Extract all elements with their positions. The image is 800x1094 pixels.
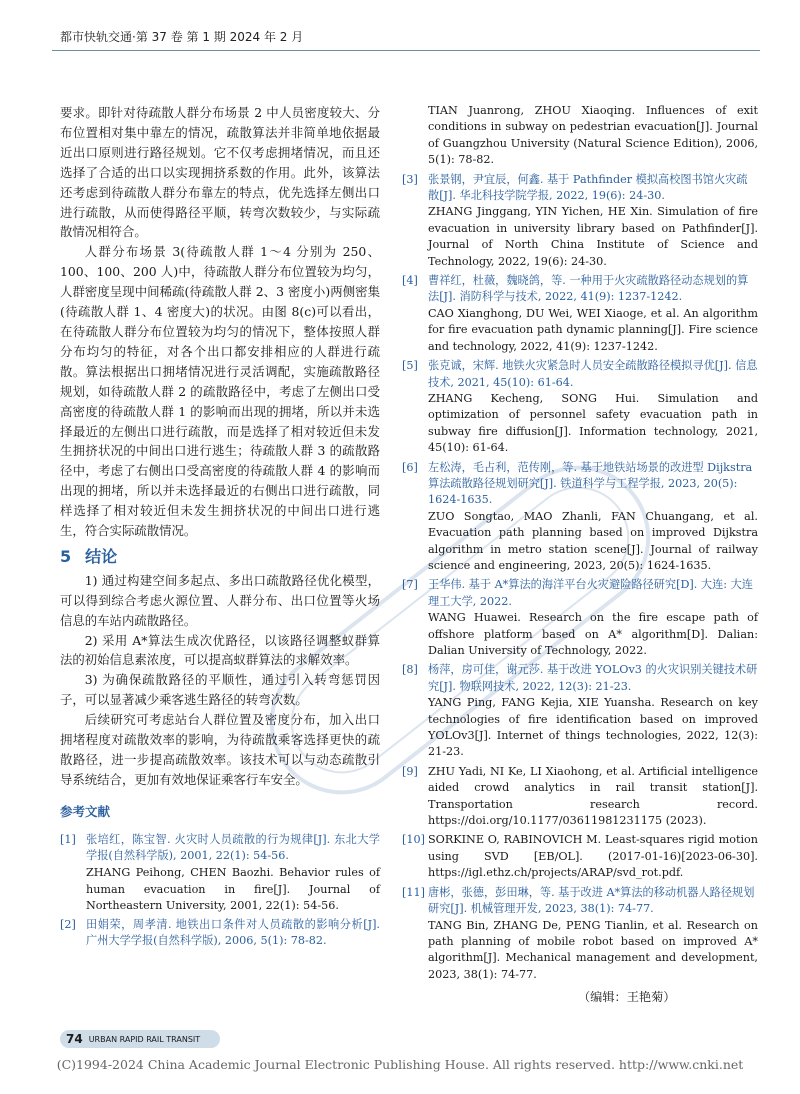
reference-en: TIAN Juanrong, ZHOU Xiaoqing. Influences of exit conditions in subway on pedestrian evacuation[J]. Journal of Guangzhou University (Natural Science Edition), 2006, 5(1): 78-82. [428,104,758,167]
body-paragraph: 人群分布场景 3(待疏散人群 1～4 分别为 250、100、100、200 人)中，待疏散人群分布位置较为均匀，人群密度呈现中间稀疏(待疏散人群 2、3 密度小)两侧密集(待疏散人群 1、4 密度大)的状况。由图 8(c)可以看出，在待疏散人群分布位置较为均匀的情况下，整体按照人群分布均匀的特征，对各个出口都安排相应的人群进行疏散。算法根据出口拥堵情况进行灵活调配，实施疏散路径规划，如待疏散人群 2 的疏散路径中，考虑了左侧出口受高密度的待疏散人群 1 的影响而出现的拥堵，所以并未选择最近的左侧出口进行疏散，而是选择了相对较近但未发生拥挤状况的中间出口进行逃生；待疏散人群 3 的疏散路径中，考虑了右侧出口受高密度的待疏散人群 4 的影响而出现的拥堵，所以并未选择最近的右侧出口进行疏散，同样选择了相对较近但未发生拥挤状况的中间出口进行逃生，符合实际疏散情况。 [60,244,380,539]
reference-item [402,885,758,983]
reference-number: [3] [402,172,418,186]
references-heading: 参考文献 [60,803,111,819]
reference-number: [10] [402,833,425,847]
reference-number: [8] [402,663,418,677]
footer-badge [60,1030,220,1048]
reference-item [60,832,380,915]
reference-number: [4] [402,274,418,288]
reference-en: ZUO Songtao, MAO Zhanli, FAN Chuangang, et al. Evacuation path planning based on improved Dijkstra algorithm in metro station scene[J]. Journal of railway science and engineering, 2023, 20(5): 1624-1635. [428,509,758,572]
reference-item [402,577,758,659]
reference-number: [1] [60,832,76,846]
conclusion-item: 后续研究可考虑站台人群位置及密度分布，加入出口拥堵程度对疏散效率的影响，为待疏散乘客选择更快的疏散路径，进一步提高疏散效率。该技术可以与动态疏散引导系统结合，更加有效地保证乘客行车安全。 [60,712,380,787]
section-title: 结论 [85,546,118,566]
conclusion-item: 1) 通过构建空间多起点、多出口疏散路径优化模型，可以得到综合考虑火源位置、人群分布、出口位置等火场信息的车站内疏散路径。 [60,572,380,628]
reference-en: ZHU Yadi, NI Ke, LI Xiaohong, et al. Artificial intelligence aided crowd analytics in rail transit station[J]. Transportation research record. https://doi.org/10.1177/03611981231175 (2023). [428,764,758,828]
reference-number: [5] [402,359,418,373]
reference-en: ZHANG Kecheng, SONG Hui. Simulation and optimization of personnel safety evacuation path in subway fire diffusion[J]. Information technology, 2021, 45(10): 61-64. [428,391,758,455]
left-column [60,103,380,952]
reference-en: ZHANG Jinggang, YIN Yichen, HE Xin. Simulation of fire evacuation in university library based on Pathfinder[J]. Journal of North China Institute of Science and Technology, 2022, 19(6): 24-30. [428,205,758,268]
conclusion-item: 3) 为确保疏散路径的平顺性，通过引入转弯惩罚因子，可以显著减少乘客逃生路径的转弯次数。 [60,672,380,708]
reference-en: WANG Huawei. Research on the fire escape path of offshore platform based on A* algorithm[D]. Dalian: Dalian University of Technology, 2022. [428,611,758,657]
reference-zh: 田娟荣，周孝清. 地铁出口条件对人员疏散的影响分析[J]. 广州大学学报(自然科学版), 2006, 5(1): 78-82. [86,917,380,948]
right-column [402,103,758,986]
journal-name-en: URBAN RAPID RAIL TRANSIT [88,1034,201,1044]
section-number: 5 [60,546,72,566]
conclusion-item: 2) 采用 A*算法生成次优路径，以该路径调整蚁群算法的初始信息素浓度，可以提高蚁群算法的求解效率。 [60,632,380,668]
reference-zh: 张培红，陈宝智. 火灾时人员疏散的行为规律[J]. 东北大学学报(自然科学版), 2001, 22(1): 54-56. [86,832,380,863]
reference-zh: 杨萍，房可佳，谢元莎. 基于改进 YOLOv3 的火灾识别关键技术研究[J]. 物联网技术, 2022, 12(3): 21-23. [428,663,758,693]
reference-item [402,172,758,270]
reference-item [402,358,758,456]
reference-item [60,917,380,950]
reference-number: [2] [60,917,76,931]
body-paragraph: 要求。即针对待疏散人群分布场景 2 中人员密度较大、分布位置相对集中靠左的情况，疏散算法并非简单地依据最近出口原则进行路径规划。它不仅考虑拥堵情况，而且还选择了合适的出口以实现拥挤系数的作用。此外，该算法还考虑到待疏散人群分布靠左的特点，优先选择左侧出口进行疏散，从而使得路径平顺，转弯次数较少，与实际疏散情况相符合。 [60,105,380,240]
reference-number: [9] [402,764,418,778]
reference-zh: 左松涛，毛占利，范传刚，等. 基于地铁站场景的改进型 Dijkstra 算法疏散路径规划研究[J]. 铁道科学与工程学报, 2023, 20(5): 1624-1635. [428,460,753,507]
reference-number [402,103,428,169]
reference-en: CAO Xianghong, DU Wei, WEI Xiaoge, et al. An algorithm for fire evacuation path dynamic planning[J]. Fire science and technology, 2022, 41(9): 1237-1242. [428,306,758,353]
header-rule [52,50,760,51]
section-heading [60,547,380,567]
reference-en: YANG Ping, FANG Kejia, XIE Yuansha. Research on key technologies of fire identification based on improved YOLOv3[J]. Internet of things technologies, 2022, 12(3): 21-23. [428,696,758,759]
reference-zh: 王华伟. 基于 A*算法的海洋平台火灾避险路径研究[D]. 大连: 大连理工大学, 2022. [428,578,753,608]
reference-item [402,460,758,575]
reference-zh: 张景钢，尹宜辰，何鑫. 基于 Pathfinder 模拟高校图书馆火灾疏散[J]. 华北科技学院学报, 2022, 19(6): 24-30. [428,172,748,203]
reference-zh: 张克诚，宋辉. 地铁火灾紧急时人员安全疏散路径模拟寻优[J]. 信息技术, 2021, 45(10): 61-64. [428,359,758,389]
copyright-line: (C)1994-2024 China Academic Journal Electronic Publishing House. All rights reserved. http://www.cnki.net [56,1057,744,1072]
reference-number: [6] [402,460,418,474]
editor-note: （编辑：王艳菊） [578,990,676,1004]
reference-zh: 唐彬，张德，彭田琳，等. 基于改进 A*算法的移动机器人路径规划研究[J]. 机械管理开发, 2023, 38(1): 74-77. [428,885,755,916]
reference-zh: 曹祥红，杜薇，魏晓鸽，等. 一种用于火灾疏散路径动态规划的算法[J]. 消防科学与技术, 2022, 41(9): 1237-1242. [428,274,749,304]
reference-item [402,764,758,830]
page-number: 74 [66,1032,83,1046]
reference-number: [11] [402,885,425,899]
reference-item [402,662,758,760]
running-header: 都市快轨交通·第 37 卷 第 1 期 2024 年 2 月 [60,30,304,44]
reference-item [402,103,758,169]
reference-en: ZHANG Peihong, CHEN Baozhi. Behavior rules of human evacuation in fire[J]. Journal of Northeastern University, 2001, 22(1): 54-56. [86,865,380,913]
reference-en: SORKINE O, RABINOVICH M. Least-squares rigid motion using SVD [EB/OL]. (2017-01-16)[2023-06-30]. https://igl.ethz.ch/projects/ARAP/svd_rot.pdf. [428,833,758,880]
reference-item [402,832,758,881]
reference-number: [7] [402,578,418,592]
reference-item [402,273,758,355]
reference-en: TANG Bin, ZHANG De, PENG Tianlin, et al. Research on path planning of mobile robot based on improved A* algorithm[J]. Mechanical management and development, 2023, 38(1): 74-77. [428,918,758,981]
